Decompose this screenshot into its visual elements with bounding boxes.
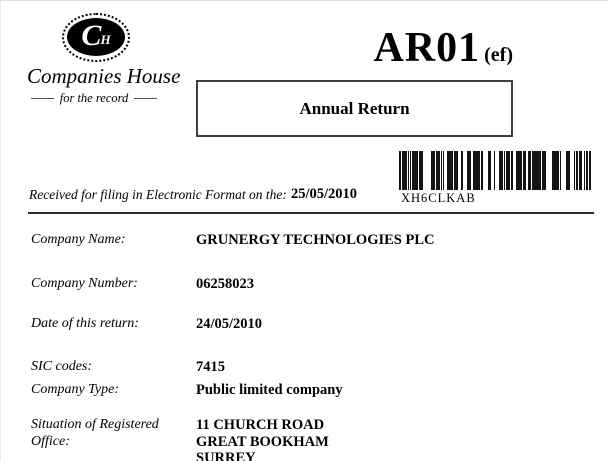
return-date-label: Date of this return:: [31, 316, 139, 331]
sic-codes-label: SIC codes:: [31, 359, 93, 374]
received-date: 25/05/2010: [291, 186, 358, 202]
company-number-value: 06258023: [196, 276, 254, 292]
registered-office-line-2: GREAT BOOKHAM: [196, 433, 329, 450]
form-code-wrap: [373, 27, 513, 69]
company-number-label: Company Number:: [31, 276, 138, 291]
company-type-label: Company Type:: [31, 382, 119, 397]
form-title: Annual Return: [299, 98, 410, 118]
form-code-suffix: (ef): [484, 44, 513, 66]
logo-monogram-h: H: [100, 32, 111, 47]
received-for-filing-label: Received for filing in Electronic Format on the:: [29, 187, 287, 202]
registered-office-label: Situation of Registered Office:: [31, 417, 159, 449]
tagline-left-rule: [31, 98, 54, 99]
company-name-label: Company Name:: [31, 232, 126, 247]
form-title-box: [196, 80, 513, 137]
barcode-text: XH6CLKAB: [401, 191, 476, 205]
registered-office-value: [196, 417, 586, 461]
tagline-right-rule: [134, 98, 157, 99]
tagline: for the record: [59, 91, 129, 105]
registered-office-line-1: 11 CHURCH ROAD: [196, 417, 325, 433]
company-name-value: GRUNERGY TECHNOLOGIES PLC: [196, 232, 435, 248]
tagline-row: [31, 91, 157, 106]
sic-codes-value: 7415: [196, 359, 225, 375]
org-name: Companies House: [27, 64, 181, 88]
registered-office-line-3: SURREY: [196, 450, 256, 461]
companies-house-logo-icon: [67, 18, 125, 56]
barcode: [399, 151, 591, 190]
header-divider: [28, 212, 594, 214]
form-code: AR01: [373, 25, 481, 71]
logo-monogram-c: C: [81, 19, 102, 52]
company-type-value: Public limited company: [196, 382, 343, 398]
return-date-value: 24/05/2010: [196, 316, 263, 332]
